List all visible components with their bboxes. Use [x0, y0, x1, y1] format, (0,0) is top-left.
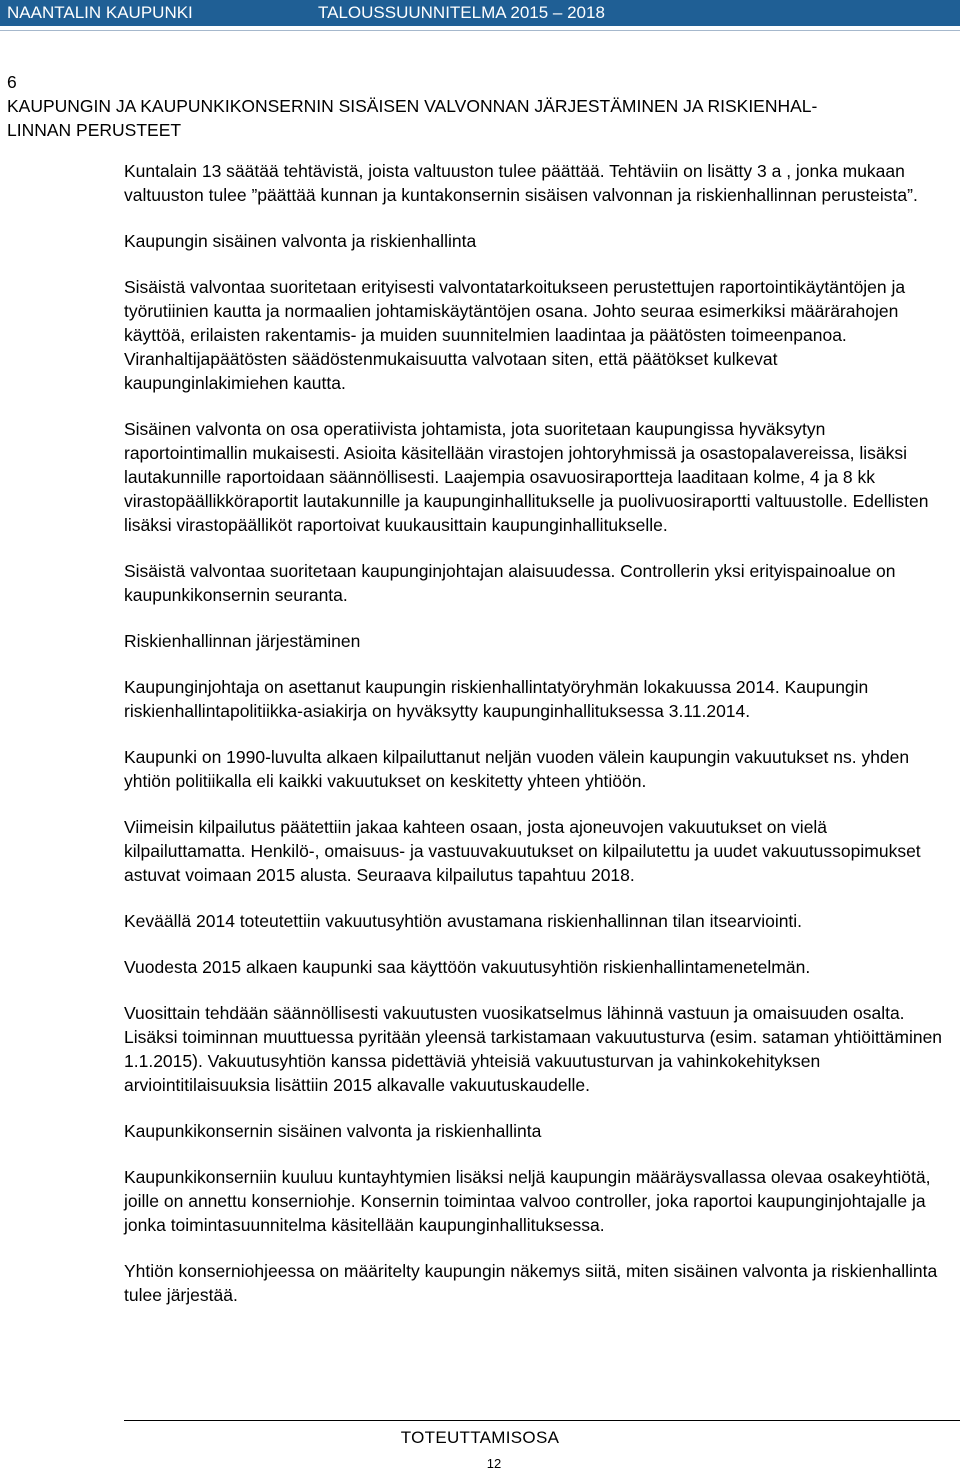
header-divider [0, 30, 960, 31]
paragraph: Viimeisin kilpailutus päätettiin jakaa kahteen osaan, josta ajoneuvojen vakuutukset on vielä kilpailuttamatta. Henkilö-, omaisuus- ja vastuuvakuutukset on kilpailutettu ja uudet vakuutussopimukset astuvat voimaan 2015 alusta. Seuraava kilpailutus tapahtuu 2018. [124, 817, 921, 885]
header-organization: NAANTALIN KAUPUNKI [7, 3, 193, 22]
chapter-title-line-2: LINNAN PERUSTEET [7, 120, 182, 140]
intro-paragraph: Kuntalain 13 säätää tehtävistä, joista valtuuston tulee päättää. Tehtäviin on lisätty 3 a , jonka mukaan valtuuston tulee ”päättää kunnan ja kuntakonsernin sisäisen valvonnan ja riskienhallinnan perusteista”. [124, 161, 918, 205]
paragraph: Kaupunginjohtaja on asettanut kaupungin riskienhallintatyöryhmän lokakuussa 2014. Kaupungin riskienhallintapolitiikka-asiakirja on hyväksytty kaupunginhallituksessa 3.11.2014. [124, 677, 869, 721]
page-number: 12 [486, 1456, 502, 1471]
page-header [0, 0, 960, 26]
paragraph: Yhtiön konserniohjeessa on määritelty kaupungin näkemys siitä, miten sisäinen valvonta ja riskienhallinta tulee järjestää. [124, 1261, 938, 1305]
footer-section-title: TOTEUTTAMISOSA [400, 1428, 560, 1447]
paragraph: Sisäinen valvonta on osa operatiivista johtamista, jota suoritetaan kaupungissa hyväksytyn raportointimallin mukaisesti. Asioita käsitellään virastojen johtoryhmissä ja osastopalavereissa, lisäksi lautakunnille raportoidaan säännöllisesti. Laajempia osavuosiraportteja laaditaan kolme, 4 ja 8 kk virastopäällikköraportit lautakunnille ja kaupunginhallitukselle ja puolivuosiraportti valtuustolle. Edellisten lisäksi virastopäälliköt raportoivat kuukausittain kaupunginhallitukselle. [124, 419, 929, 535]
section-heading-group-control: Kaupunkikonsernin sisäinen valvonta ja riskienhallinta [124, 1121, 542, 1141]
chapter-number: 6 [7, 72, 17, 92]
footer-divider [124, 1420, 960, 1421]
chapter-title-line-1: KAUPUNGIN JA KAUPUNKIKONSERNIN SISÄISEN VALVONNAN JÄRJESTÄMINEN JA RISKIENHAL- [7, 96, 818, 116]
paragraph: Keväällä 2014 toteutettiin vakuutusyhtiön avustamana riskienhallinnan tilan itsearviointi. [124, 911, 803, 931]
paragraph: Vuosittain tehdään säännöllisesti vakuutusten vuosikatselmus lähinnä vastuun ja omaisuuden osalta. Lisäksi toiminnan muuttuessa pyritään yleensä tarkistamaan vakuutusturva (esim. sataman yhtiöittäminen 1.1.2015). Vakuutusyhtiön kanssa pidettäviä yhteisiä vakuutusturvan ja vahinkokehityksen arviointitilaisuuksia lisättiin 2015 alkavalle vakuutuskaudelle. [124, 1003, 943, 1095]
paragraph: Kaupunki on 1990-luvulta alkaen kilpailuttanut neljän vuoden välein kaupungin vakuutukset ns. yhden yhtiön politiikalla eli kaikki vakuutukset on keskitetty yhteen yhtiöön. [124, 747, 910, 791]
chapter-heading [7, 70, 927, 142]
header-document-title: TALOUSSUUNNITELMA 2015 – 2018 [318, 3, 605, 22]
section-heading-internal-control: Kaupungin sisäinen valvonta ja riskienhallinta [124, 231, 477, 251]
document-body [124, 159, 944, 1329]
section-heading-risk-management: Riskienhallinnan järjestäminen [124, 631, 361, 651]
paragraph: Vuodesta 2015 alkaen kaupunki saa käyttöön vakuutusyhtiön riskienhallintamenetelmän. [124, 957, 811, 977]
paragraph: Sisäistä valvontaa suoritetaan erityisesti valvontatarkoitukseen perustettujen raportointikäytäntöjen ja työrutiinien kautta ja normaalien johtamiskäytäntöjen osana. Johto seuraa esimerkiksi määrärahojen käyttöä, erilaisten rakentamis- ja muiden suunnitelmien laadintaa ja päätösten toimeenpanoa. Viranhaltijapäätösten säädöstenmukaisuutta valvotaan siten, että päätökset kulkevat kaupunginlakimiehen kautta. [124, 277, 906, 393]
paragraph: Kaupunkikonserniin kuuluu kuntayhtymien lisäksi neljä kaupungin määräysvallassa olevaa osakeyhtiötä, joille on annettu konserniohje. Konsernin toimintaa valvoo controller, joka raportoi kaupunginjohtajalle ja jonka toimintasuunnitelma käsitellään kaupunginhallituksessa. [124, 1167, 931, 1235]
paragraph: Sisäistä valvontaa suoritetaan kaupunginjohtajan alaisuudessa. Controllerin yksi erityispainoalue on kaupunkikonsernin seuranta. [124, 561, 896, 605]
